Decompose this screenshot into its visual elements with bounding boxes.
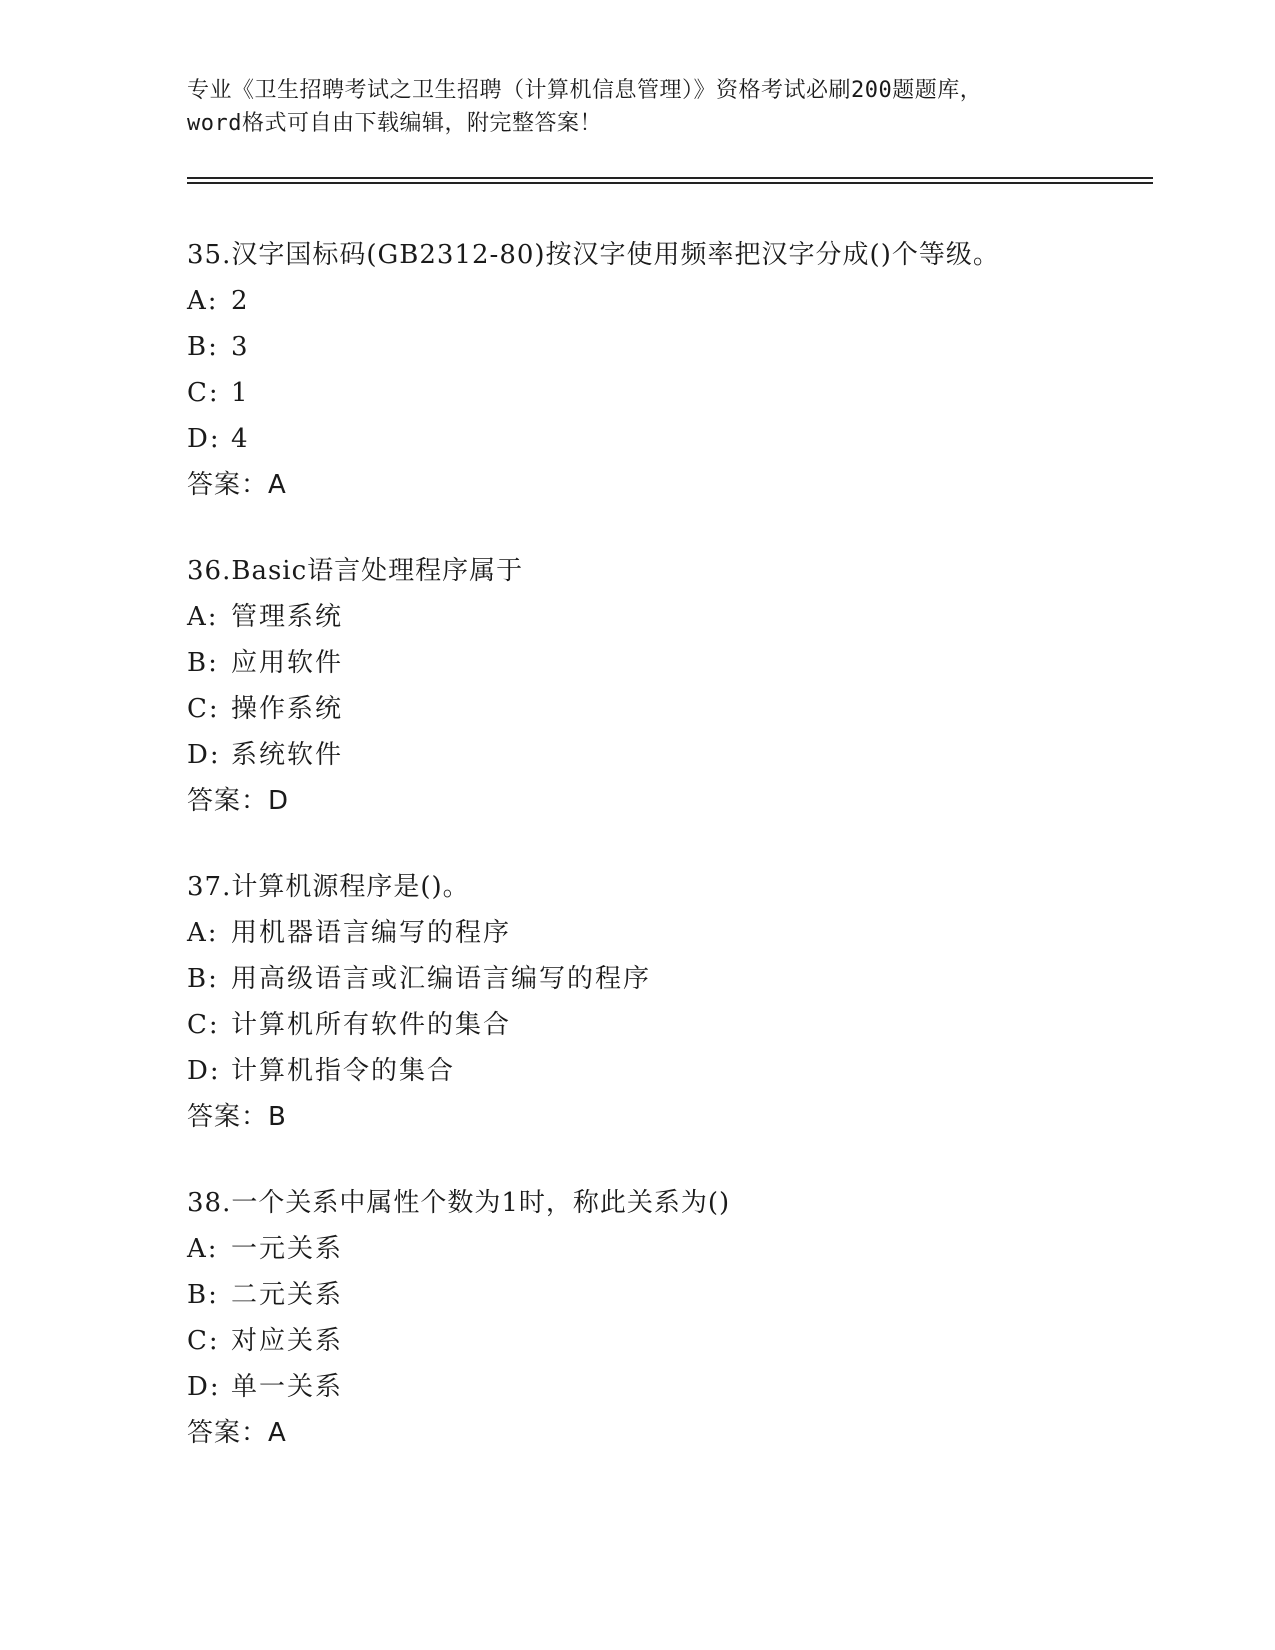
option-letter: D: [187, 1372, 221, 1402]
option-a [187, 910, 1147, 956]
option-a [187, 594, 1147, 640]
option-text: 管理系统 [231, 602, 344, 632]
option-d [187, 416, 1147, 462]
option-letter: C: [187, 1010, 220, 1040]
option-text: 对应关系 [231, 1326, 344, 1356]
option-letter: D: [187, 424, 221, 454]
option-text: 用机器语言编写的程序 [231, 918, 512, 948]
option-b [187, 1272, 1147, 1318]
option-text: 计算机所有软件的集合 [231, 1010, 512, 1040]
option-text: 单一关系 [231, 1372, 344, 1402]
header-line-1: 专业《卫生招聘考试之卫生招聘（计算机信息管理）》资格考试必刷200题题库， [187, 78, 983, 103]
option-text: 二元关系 [231, 1280, 344, 1310]
option-text: 4 [231, 424, 250, 454]
option-letter: B: [187, 332, 219, 362]
option-d [187, 732, 1147, 778]
question-block [187, 232, 1147, 508]
option-letter: C: [187, 1326, 220, 1356]
option-text: 2 [231, 286, 250, 316]
option-text: 操作系统 [231, 694, 344, 724]
option-text: 1 [231, 378, 250, 408]
header-line-2: word格式可自由下载编辑，附完整答案！ [187, 111, 602, 136]
option-letter: D: [187, 740, 221, 770]
option-text: 一元关系 [231, 1234, 344, 1264]
option-text: 系统软件 [231, 740, 344, 770]
option-c [187, 1318, 1147, 1364]
question-block [187, 548, 1147, 824]
option-b [187, 324, 1147, 370]
question-stem: 37.计算机源程序是()。 [187, 872, 470, 902]
document-header [187, 74, 1087, 140]
question-block [187, 864, 1147, 1140]
option-text: 3 [231, 332, 250, 362]
option-text: 应用软件 [231, 648, 344, 678]
option-letter: A: [187, 1234, 219, 1264]
answer-line: 答案：A [187, 1418, 287, 1448]
option-letter: A: [187, 286, 219, 316]
option-letter: B: [187, 964, 219, 994]
question-block [187, 1180, 1147, 1456]
option-letter: C: [187, 694, 220, 724]
option-c [187, 686, 1147, 732]
option-d [187, 1364, 1147, 1410]
question-stem: 36.Basic语言处理程序属于 [187, 556, 524, 586]
option-a [187, 1226, 1147, 1272]
answer-line: 答案：A [187, 470, 287, 500]
option-c [187, 370, 1147, 416]
option-a [187, 278, 1147, 324]
option-b [187, 956, 1147, 1002]
option-b [187, 640, 1147, 686]
option-text: 计算机指令的集合 [231, 1056, 456, 1086]
option-letter: C: [187, 378, 220, 408]
option-letter: A: [187, 918, 219, 948]
header-divider-bottom [187, 182, 1153, 184]
question-stem: 38.一个关系中属性个数为1时，称此关系为() [187, 1188, 731, 1218]
option-text: 用高级语言或汇编语言编写的程序 [231, 964, 652, 994]
question-stem: 35.汉字国标码(GB2312-80)按汉字使用频率把汉字分成()个等级。 [187, 240, 1000, 270]
option-letter: A: [187, 602, 219, 632]
option-letter: D: [187, 1056, 221, 1086]
option-c [187, 1002, 1147, 1048]
option-letter: B: [187, 1280, 219, 1310]
option-d [187, 1048, 1147, 1094]
option-letter: B: [187, 648, 219, 678]
header-divider-top [187, 177, 1153, 179]
answer-line: 答案：D [187, 786, 290, 816]
answer-line: 答案：B [187, 1102, 287, 1132]
